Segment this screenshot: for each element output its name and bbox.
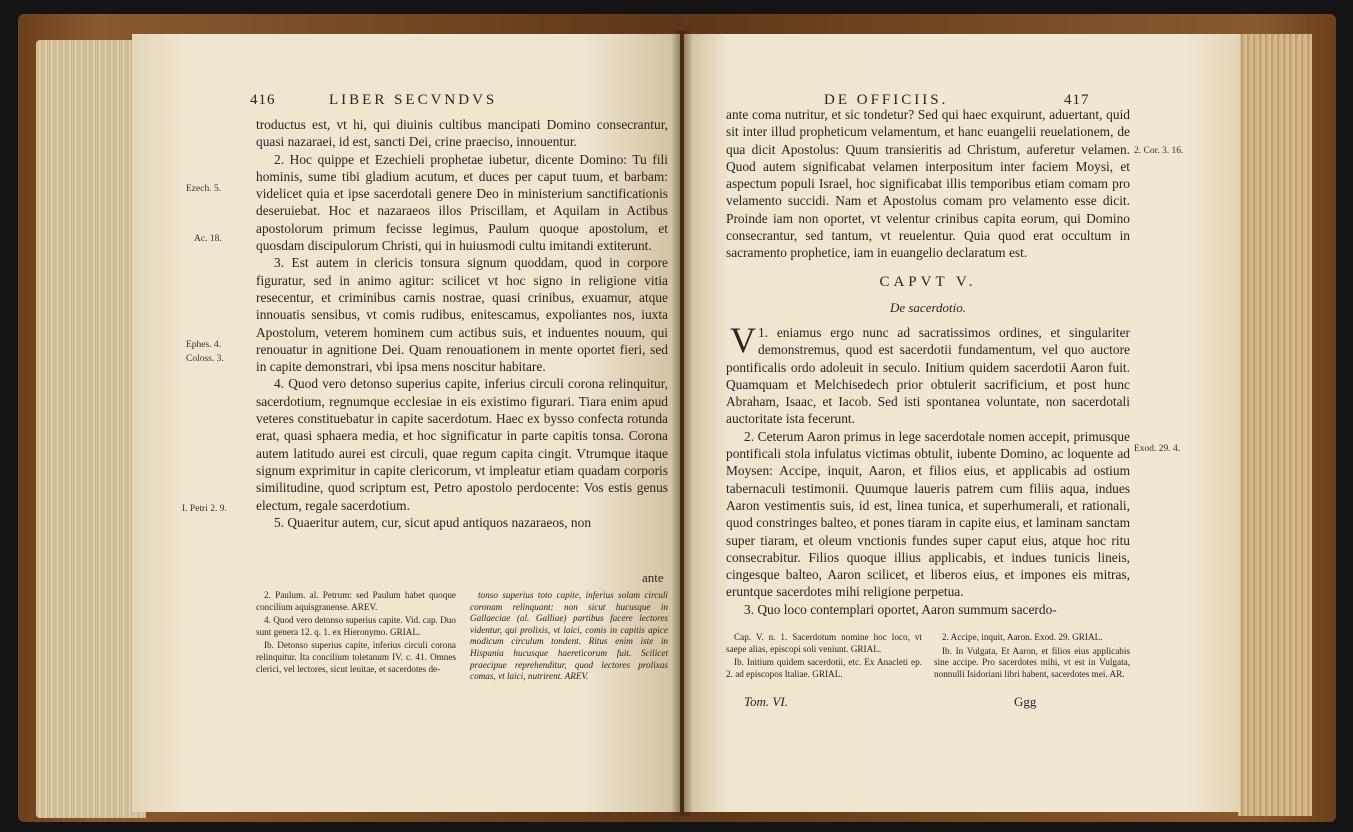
paragraph: 3. Quo loco contemplari oportet, Aaron summum sacerdo- bbox=[744, 601, 1057, 617]
right-footnotes-col1 bbox=[726, 632, 922, 682]
right-page-number: 417 bbox=[1064, 92, 1090, 108]
left-running-head-row bbox=[250, 92, 497, 109]
catchword: ante bbox=[642, 570, 664, 585]
left-page bbox=[132, 34, 680, 812]
right-page bbox=[684, 34, 1240, 812]
chapter-title: CAPVT V. bbox=[879, 274, 977, 290]
footnote: 4. Quod vero detonso superius capite. Vid. cap. Duo sunt genera 12. q. 1. ex Hieronymo. GRIAL. bbox=[256, 615, 456, 637]
margin-note: Ephes. 4. bbox=[186, 340, 222, 350]
footnote: 2. Accipe, inquit, Aaron. Exod. 29. GRIAL. bbox=[942, 632, 1103, 642]
signature-mark: Ggg bbox=[1014, 694, 1037, 709]
paragraph-text: 1. eniamus ergo nunc ad sacratissimos ordines, et singulariter demonstremus, quod est sacerdotii fundamentum, vel quo auctore pontificalis ordo adoleuit in seculo. Initium quidem sacerdotii Aaron fuit. Quamquam et Melchisedech prior obtulerit sacrificium, et post hunc Abraham, Isaac, et Iacob. Sed isti spontanea voluntate, non sacerdotali auctoritate ista fecerunt. bbox=[726, 325, 1130, 427]
margin-note: Coloss. 3. bbox=[186, 354, 224, 364]
left-footnotes-col1 bbox=[256, 590, 456, 677]
right-running-head: DE OFFICIIS. bbox=[824, 92, 949, 108]
margin-note: Exod. 29. 4. bbox=[1134, 444, 1181, 454]
footnote: 2. Paulum. al. Petrum: sed Paulum habet quoque concilium aquisgranense. AREV. bbox=[256, 590, 456, 612]
signature-volume: Tom. VI. bbox=[744, 694, 788, 709]
paragraph bbox=[726, 320, 1130, 428]
footnote: tonso superius toto capite, inferius solam circuli coronam relinquant: non sicut hucusque in Gallaeciae (al. Galliae) partibus facere lectores videntur, qui prolixis, vt laici, comis in capitis apice modicum circulum tondent. Ritus enim iste in Hispania hucusque haereticorum fuit. Scilicet praecipue reprehenditur, quod lectores prolixas comas, vt laici, nutrirent. AREV. bbox=[470, 590, 668, 682]
paragraph: 4. Quod vero detonso superius capite, inferius circuli corona relinquitur, sacerdotium, regnumque ecclesiae in eis existimo figurari. Tiara enim apud veteres constituebatur in capite sacerdotum. Haec ex bysso confecta rotunda erat, quasi sphaera media, et hoc significatur in parte capitis tonsa. Corona autem latitudo aurei est circuli, quae regum capita cingit. Vtrumque itaque signum exprimitur in capite clericorum, vt impleatur etiam quadam corporis similitudine, quod scriptum est, Petro apostolo perdocente: Vos estis genus electum, regale sacerdotium. bbox=[256, 376, 668, 513]
right-footnotes-col2 bbox=[934, 632, 1130, 682]
left-footnotes-col2 bbox=[470, 590, 668, 685]
right-top-text bbox=[726, 106, 1130, 262]
margin-note: Ac. 18. bbox=[194, 234, 222, 244]
book-gutter bbox=[672, 30, 692, 816]
margin-note: Ezech. 5. bbox=[186, 184, 222, 194]
margin-note: 2. Cor. 3. 16. bbox=[1134, 146, 1184, 156]
paragraph: troductus est, vt hi, qui diuinis cultibus mancipati Domino consecrantur, quasi nazaraei, id est, sancti Dei, crine praeciso, innouentur. bbox=[256, 117, 668, 150]
paragraph: 2. Hoc quippe et Ezechieli prophetae iubetur, dicente Domino: Tu fili hominis, sume tibi gladium acutum, et duces per caput tuum, et barbam: videlicet quia et ipse sacerdotali genere Deo in ministerium sanctificationis deseruiebat. Hoc et nazaraeos illos Priscillam, et Aquilam in Actibus apostolorum primum fecisse legimus, Paulum quoque apostolum, et quosdam discipulorum Christi, qui in huiusmodi cultu imitandi extiterunt. bbox=[256, 151, 668, 254]
footnote: Ib. Initium quidem sacerdotii, etc. Ex Anacleti ep. 2. ad episcopos Italiae. GRIAL. bbox=[726, 657, 922, 679]
page-edges-left bbox=[36, 40, 146, 818]
left-running-head: LIBER SECVNDVS bbox=[329, 92, 498, 108]
paragraph: 2. Ceterum Aaron primus in lege sacerdotale nomen accepit, primusque pontificali stola infulatus victimas obtulit, iubente Domino, ac loquente ad Moysen: Accipe, inquit, Aaron, et filios eius, et applicabis ad ostium tabernaculi testimonii. Quumque laueris patrem cum filiis aqua, indues Aaron vestimentis suis, id est, linea tunica, et superhumerali, et rationali, quod constringes balteo, et pones tiaram in capite eius, et laminam sanctam super tiaram, et oleum vnctionis fundes super caput eius, atque hoc ritu consecrabitur. Filios quoque illius applicabis, et indues tunicis lineis, cingesque balteo, Aaron scilicet, et liberos eius, et impones eis mitras, eruntque sacerdotes mihi religione perpetua. bbox=[726, 428, 1130, 600]
drop-cap: V bbox=[730, 320, 756, 360]
right-chapter-text bbox=[726, 320, 1130, 618]
paragraph: 5. Quaeritur autem, cur, sicut apud antiquos nazaraeos, non bbox=[274, 514, 592, 530]
margin-note: I. Petri 2. 9. bbox=[182, 504, 227, 514]
footnote: Ib. In Vulgata, Et Aaron, et filios eius applicabis sine accipe. Pro sacerdotes mihi, vt est in Vulgata, nonnulli Isidoriani libri habent, sacerdotes mei. AR. bbox=[934, 645, 1130, 679]
page-edges-right bbox=[1238, 34, 1312, 816]
paragraph: 3. Est autem in clericis tonsura signum quoddam, quod in corpore figuratur, sed in animo agitur: scilicet vt hoc signo in religione vitia resecentur, et criminibus carnis nostrae, quasi crinibus, exuamur, atque innouatis sensibus, vt comis rudibus, enitescamus, expoliantes nos, iuxta Apostolum, veterem hominem cum actibus suis, et induentes nouum, qui renouatur in agnitione Dei. Quam renouationem in mente oportet fieri, sed in capite demonstrari, vbi ipsa mens noscitur habitare. bbox=[256, 255, 668, 375]
paragraph: ante coma nutritur, et sic tondetur? Sed qui haec exquirunt, aduertant, quid sit inter illud propheticum velamentum, et hanc euangelii reuelationem, de qua dicit Apostolus: Quum transieritis ad Christum, auferetur velamen. Quod autem significabat velamen interpositum inter faciem Moysi, et aspectum populi Israel, hoc significabat illis temporibus etiam comam pro velamento succidi. Nam et Apostolus comam pro velamento esse dicit. Proinde iam non oportet, vt velentur crinibus capita eorum, qui Domino consecrantur, sed tantum, vt reuelentur. Quia quod erat occultum in sacramento prophetice, iam in euangelio declaratum est. bbox=[726, 107, 1130, 261]
left-page-number: 416 bbox=[250, 92, 276, 108]
footnote: Cap. V. n. 1. Sacerdotum nomine hoc loco, vt saepe alias, episcopi soli veniunt. GRIAL. bbox=[726, 632, 922, 654]
footnote: Ib. Detonso superius capite, inferius circuli corona relinquitur. Ita concilium toletanum IV. c. 41. Omnes clerici, vel lectores, sicut leuitae, et sacerdotes de- bbox=[256, 640, 456, 674]
left-main-text bbox=[256, 116, 668, 531]
chapter-subtitle: De sacerdotio. bbox=[889, 300, 967, 315]
